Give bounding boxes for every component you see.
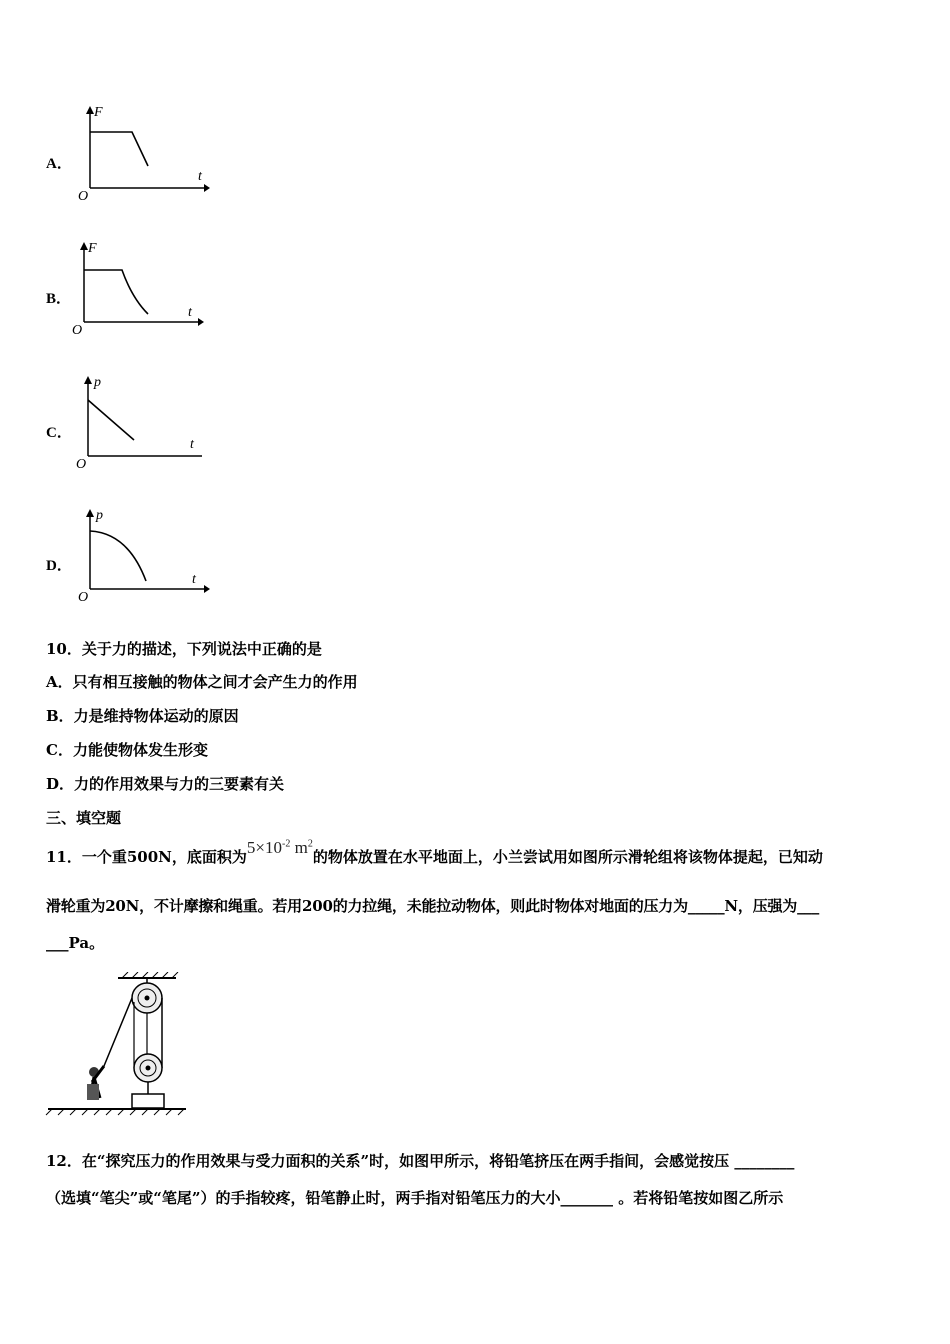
option-b-graph xyxy=(66,236,206,341)
q11-part-1: 11．一个重500N，底面积为 xyxy=(46,848,247,866)
x-axis-label: t xyxy=(192,572,196,587)
y-axis-label: p xyxy=(94,375,101,390)
q11-line-3: ___Pa。 xyxy=(46,934,105,952)
origin-label: O xyxy=(78,189,89,204)
q10-option-c: C．力能使物体发生形变 xyxy=(46,741,208,759)
q10-option-b: B．力是维持物体运动的原因 xyxy=(46,707,239,725)
option-c-label: C． xyxy=(46,425,72,441)
section-heading: 三、填空题 xyxy=(46,809,122,827)
y-axis-label: p xyxy=(96,508,103,523)
q12-line-2: （选填“笔尖”或“笔尾”）的手指较疼，铅笔静止时，两手指对铅笔压力的大小_______ 。若将铅笔按如图乙所示 xyxy=(46,1189,784,1207)
pulley-system-illustration xyxy=(44,972,194,1117)
x-axis-label: t xyxy=(188,305,192,320)
origin-label: O xyxy=(72,323,83,338)
x-axis-label: t xyxy=(198,169,202,184)
area-formula: $5\times 10^{-2}$ $m^2$ xyxy=(246,838,313,857)
option-c-graph xyxy=(70,370,210,475)
origin-label: O xyxy=(78,590,89,605)
option-a-label: A． xyxy=(46,156,72,172)
origin-label: O xyxy=(76,457,87,472)
q11-part-2: 的物体放置在水平地面上，小兰尝试用如图所示滑轮组将该物体提起，已知动 xyxy=(312,848,823,866)
option-d-graph xyxy=(72,503,212,608)
option-a-graph xyxy=(72,100,212,205)
option-d-label: D． xyxy=(46,558,72,574)
q11-line-1 xyxy=(46,838,823,867)
q10-stem: 10．关于力的描述，下列说法中正确的是 xyxy=(46,640,322,658)
option-b-label: B． xyxy=(46,291,72,307)
q11-line-2: 滑轮重为20N，不计摩擦和绳重。若用200的力拉绳，未能拉动物体，则此时物体对地面的压力为_____N，压强为___ xyxy=(46,897,820,915)
q12-line-1: 12．在“探究压力的作用效果与受力面积的关系”时，如图甲所示，将铅笔挤压在两手指间，会感觉按压 ________ xyxy=(46,1152,795,1170)
q10-option-d: D．力的作用效果与力的三要素有关 xyxy=(46,775,285,793)
q10-option-a: A．只有相互接触的物体之间才会产生力的作用 xyxy=(46,673,358,691)
x-axis-label: t xyxy=(190,437,194,452)
y-axis-label: F xyxy=(88,241,97,256)
y-axis-label: F xyxy=(94,105,103,120)
